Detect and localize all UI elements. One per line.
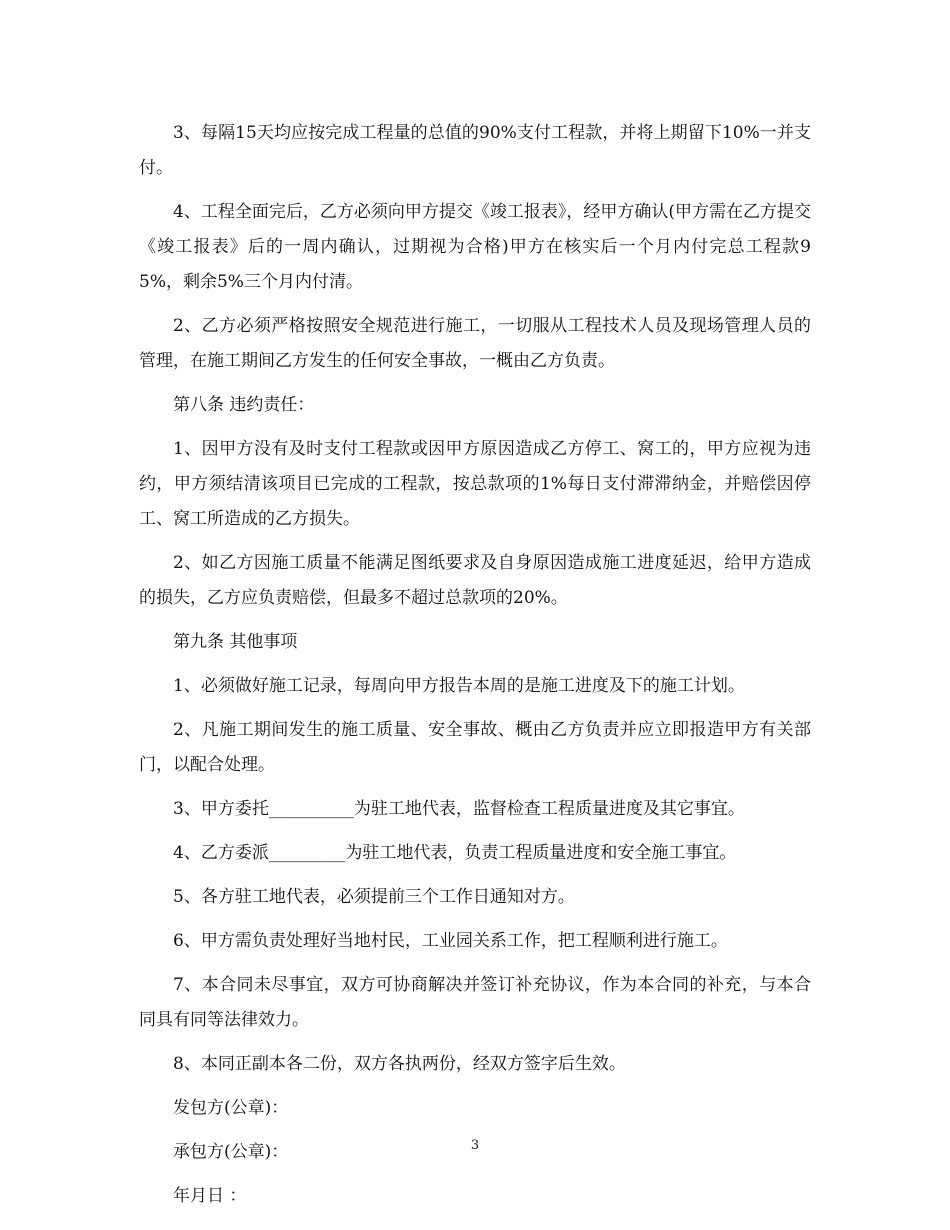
article-9-clause-2: 2、凡施工期间发生的施工质量、安全事故、概由乙方负责并应立即报造甲方有关部门，以配合处理。 — [139, 720, 811, 775]
clause-4-completion: 4、工程全面完后，乙方必须向甲方提交《竣工报表》，经甲方确认(甲方需在乙方提交《竣工报表》后的一周内确认，过期视为合格)甲方在核实后一个月内付完总工程款95%，剩余5%三个月内付清。 — [139, 202, 811, 292]
page-number: 3 — [470, 1138, 480, 1153]
article-8-heading: 第八条 违约责任： — [173, 395, 315, 415]
clause-2-safety: 2、乙方必须严格按照安全规范进行施工，一切服从工程技术人员及现场管理人员的管理，在施工期间乙方发生的任何安全事故，一概由乙方负责。 — [139, 316, 811, 371]
date-line: 年月日 ： — [173, 1186, 247, 1206]
article-9-clause-4: 4、乙方委派_________为驻工地代表，负责工程质量进度和安全施工事宜。 — [173, 843, 737, 863]
article-8-clause-2: 2、如乙方因施工质量不能满足图纸要求及自身原因造成施工进度延迟，给甲方造成的损失，乙方应负责赔偿，但最多不超过总款项的20%。 — [139, 553, 811, 608]
article-9-heading: 第九条 其他事项 — [173, 632, 298, 652]
employer-seal-line: 发包方(公章)： — [173, 1098, 289, 1118]
article-9-clause-6: 6、甲方需负责处理好当地村民，工业园关系工作，把工程顺利进行施工。 — [173, 931, 728, 951]
article-9-clause-3: 3、甲方委托__________为驻工地代表，监督检查工程质量进度及其它事宜。 — [173, 799, 745, 819]
article-8-clause-1: 1、因甲方没有及时支付工程款或因甲方原因造成乙方停工、窝工的，甲方应视为违约，甲方须结清该项目已完成的工程款，按总款项的1%每日支付滞滞纳金，并赔偿因停工、窝工所造成的乙方损失。 — [139, 439, 811, 529]
document-body — [139, 116, 811, 1223]
article-9-clause-1: 1、必须做好施工记录，每周向甲方报告本周的是施工进度及下的施工计划。 — [173, 676, 745, 696]
contractor-seal-line: 承包方(公章)： — [173, 1142, 289, 1162]
article-9-clause-7: 7、本合同未尽事宜，双方可协商解决并签订补充协议，作为本合同的补充，与本合同具有同等法律效力。 — [139, 975, 811, 1030]
article-9-clause-8: 8、本同正副本各二份，双方各执两份，经双方签字后生效。 — [173, 1054, 626, 1074]
clause-3-payment: 3、每隔15天均应按完成工程量的总值的90%支付工程款，并将上期留下10%一并支付。 — [139, 123, 811, 178]
article-9-clause-5: 5、各方驻工地代表，必须提前三个工作日通知对方。 — [173, 887, 575, 907]
